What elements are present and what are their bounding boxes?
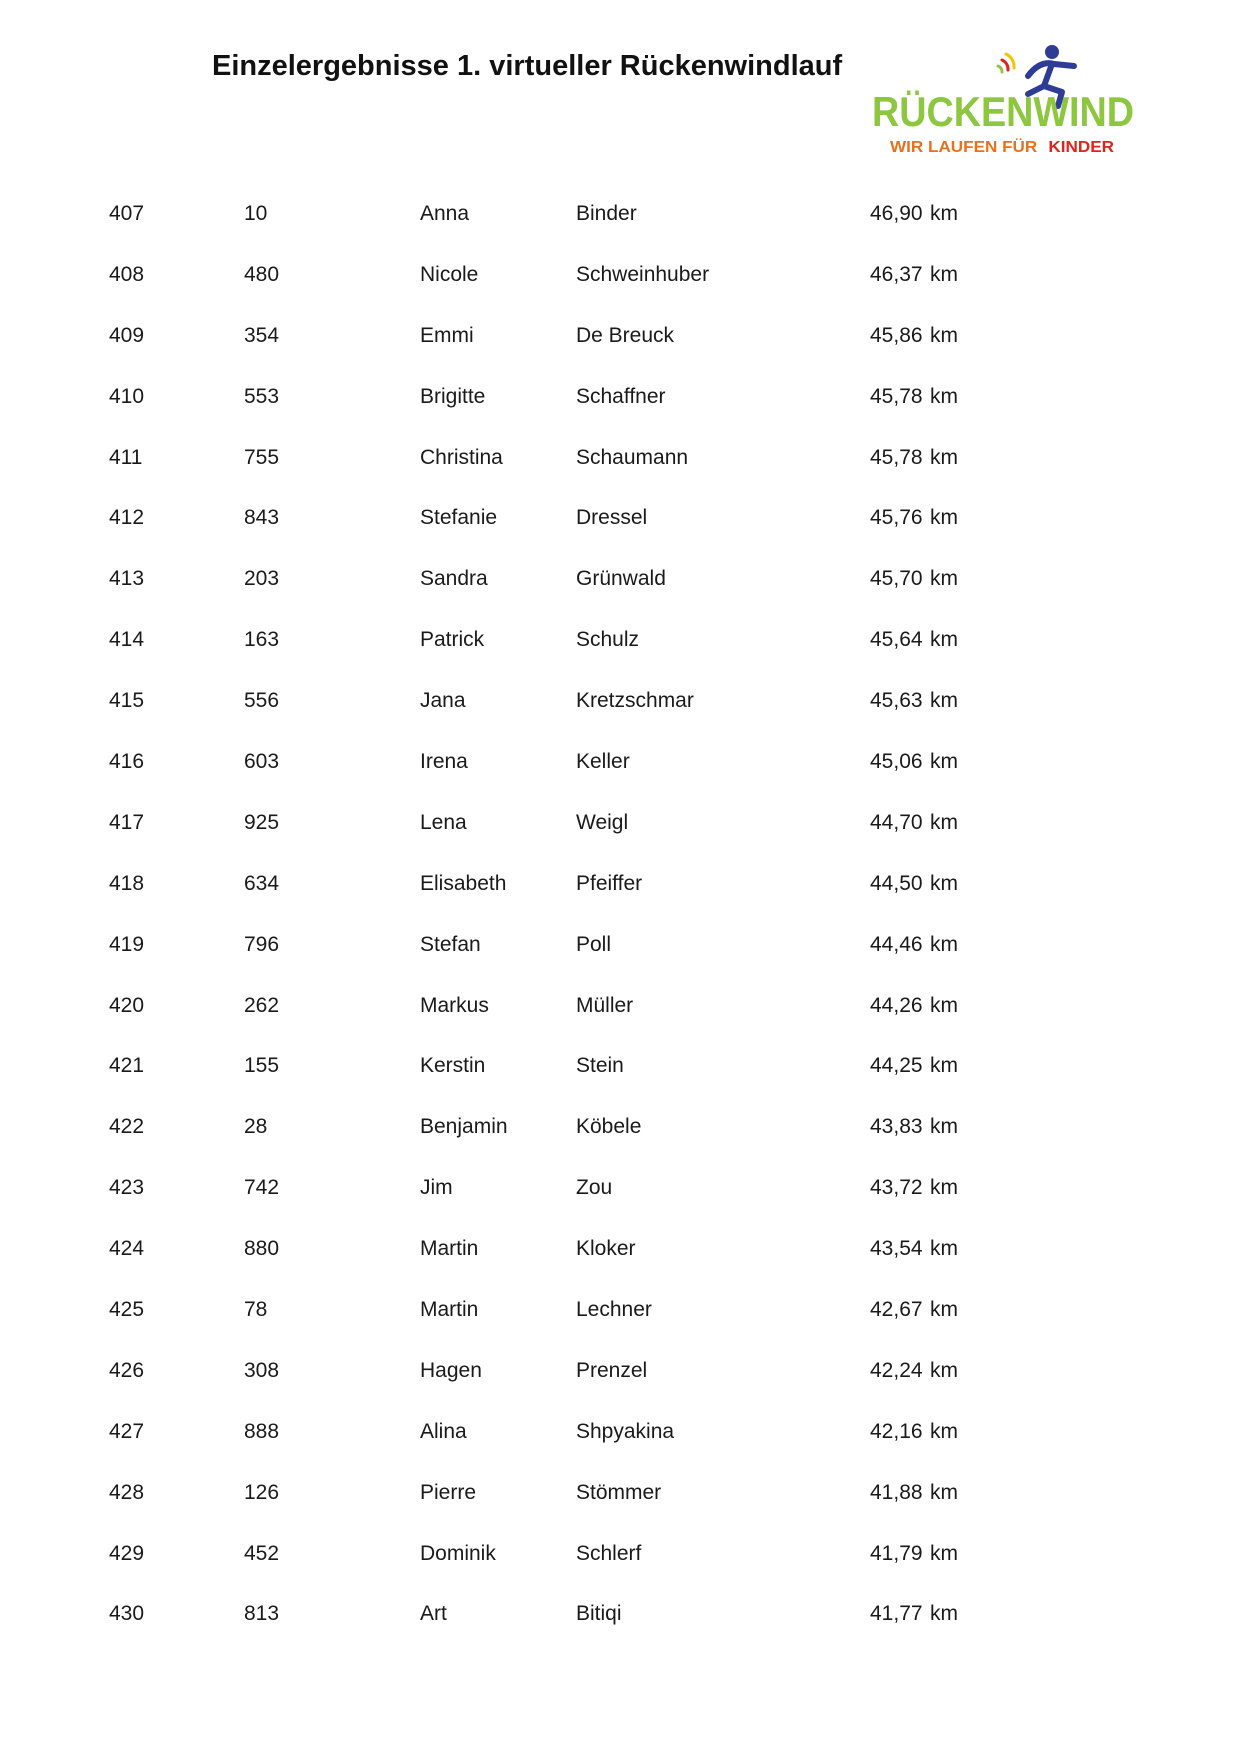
- result-start-number: 78: [244, 1298, 268, 1322]
- result-start-number: 203: [244, 567, 280, 591]
- result-distance: 44,50: [870, 871, 923, 895]
- logo-brand-text: RÜCKENWIND: [872, 88, 1134, 135]
- result-row: [0, 367, 1240, 428]
- result-first-name: Sandra: [420, 567, 488, 591]
- result-row: [0, 1402, 1240, 1463]
- result-distance: 42,24: [870, 1358, 923, 1382]
- result-row: [0, 732, 1240, 793]
- result-rank: 413: [109, 567, 145, 591]
- result-last-name: Schulz: [576, 628, 640, 652]
- result-first-name: Emmi: [420, 323, 474, 347]
- result-row: [0, 549, 1240, 610]
- result-rank: 414: [109, 628, 145, 652]
- result-row: [0, 976, 1240, 1037]
- result-start-number: 155: [244, 1054, 280, 1078]
- result-unit: km: [930, 1115, 958, 1139]
- result-unit: km: [930, 1298, 958, 1322]
- result-unit: km: [930, 445, 958, 469]
- result-distance: 41,88: [870, 1480, 923, 1504]
- result-first-name: Art: [420, 1602, 447, 1626]
- result-distance: 44,26: [870, 993, 923, 1017]
- result-first-name: Brigitte: [420, 384, 486, 408]
- result-first-name: Pierre: [420, 1480, 477, 1504]
- result-distance: 43,72: [870, 1176, 923, 1200]
- result-unit: km: [930, 323, 958, 347]
- result-start-number: 634: [244, 871, 280, 895]
- result-row: [0, 488, 1240, 549]
- result-start-number: 480: [244, 262, 280, 286]
- result-first-name: Patrick: [420, 628, 485, 652]
- result-start-number: 742: [244, 1176, 280, 1200]
- result-last-name: Stein: [576, 1054, 624, 1078]
- result-unit: km: [930, 1419, 958, 1443]
- result-last-name: Weigl: [576, 810, 629, 834]
- result-rank: 416: [109, 750, 145, 774]
- result-distance: 45,76: [870, 506, 923, 530]
- result-start-number: 308: [244, 1358, 280, 1382]
- result-row: [0, 1524, 1240, 1585]
- result-last-name: Bitiqi: [576, 1602, 622, 1626]
- result-start-number: 925: [244, 810, 280, 834]
- result-last-name: Stömmer: [576, 1480, 662, 1504]
- result-first-name: Alina: [420, 1419, 467, 1443]
- result-distance: 43,83: [870, 1115, 923, 1139]
- result-last-name: Shpyakina: [576, 1419, 675, 1443]
- result-rank: 409: [109, 323, 145, 347]
- result-distance: 44,46: [870, 932, 923, 956]
- result-rank: 411: [109, 445, 143, 469]
- result-unit: km: [930, 262, 958, 286]
- result-rank: 421: [109, 1054, 145, 1078]
- result-start-number: 553: [244, 384, 280, 408]
- result-distance: 41,79: [870, 1541, 923, 1565]
- result-start-number: 452: [244, 1541, 280, 1565]
- result-first-name: Stefan: [420, 932, 481, 956]
- result-rank: 410: [109, 384, 145, 408]
- result-unit: km: [930, 993, 958, 1017]
- rueckenwind-logo: [868, 40, 1148, 160]
- result-unit: km: [930, 750, 958, 774]
- result-last-name: Schaffner: [576, 384, 666, 408]
- result-last-name: Lechner: [576, 1298, 652, 1322]
- result-distance: 44,25: [870, 1054, 923, 1078]
- result-rank: 407: [109, 202, 145, 225]
- result-distance: 46,37: [870, 262, 923, 286]
- result-unit: km: [930, 628, 958, 652]
- result-rank: 426: [109, 1358, 145, 1382]
- result-rank: 427: [109, 1419, 145, 1443]
- result-last-name: Poll: [576, 932, 612, 956]
- result-last-name: Schlerf: [576, 1541, 642, 1565]
- result-row: [0, 793, 1240, 854]
- result-start-number: 603: [244, 750, 280, 774]
- result-first-name: Markus: [420, 993, 489, 1017]
- result-unit: km: [930, 1054, 958, 1078]
- result-first-name: Irena: [420, 750, 468, 774]
- result-distance: 42,67: [870, 1298, 923, 1322]
- result-first-name: Stefanie: [420, 506, 498, 530]
- result-unit: km: [930, 1237, 958, 1261]
- result-rank: 428: [109, 1480, 145, 1504]
- result-rank: 424: [109, 1237, 145, 1261]
- result-start-number: 354: [244, 323, 280, 347]
- result-first-name: Dominik: [420, 1541, 496, 1565]
- result-start-number: 813: [244, 1602, 280, 1626]
- result-rank: 423: [109, 1176, 145, 1200]
- result-row: [0, 1584, 1240, 1645]
- result-start-number: 10: [244, 202, 268, 225]
- result-start-number: 163: [244, 628, 280, 652]
- result-start-number: 28: [244, 1115, 268, 1139]
- result-unit: km: [930, 384, 958, 408]
- result-start-number: 888: [244, 1419, 280, 1443]
- result-first-name: Christina: [420, 445, 503, 469]
- result-rank: 412: [109, 506, 145, 530]
- logo-tagline-part2: KINDER: [1048, 139, 1110, 156]
- result-first-name: Benjamin: [420, 1115, 508, 1139]
- result-first-name: Anna: [420, 202, 470, 225]
- result-distance: 43,54: [870, 1237, 923, 1261]
- result-first-name: Nicole: [420, 262, 479, 286]
- result-rank: 420: [109, 993, 145, 1017]
- result-last-name: Schaumann: [576, 445, 689, 469]
- result-unit: km: [930, 202, 958, 225]
- result-row: [0, 915, 1240, 976]
- result-rank: 417: [109, 810, 145, 834]
- result-row: [0, 1341, 1240, 1402]
- result-last-name: Köbele: [576, 1115, 642, 1139]
- result-unit: km: [930, 1541, 958, 1565]
- result-unit: km: [930, 1176, 958, 1200]
- result-row: [0, 428, 1240, 489]
- result-first-name: Jana: [420, 689, 466, 713]
- result-rank: 425: [109, 1298, 145, 1322]
- result-row: [0, 1036, 1240, 1097]
- result-start-number: 796: [244, 932, 280, 956]
- result-unit: km: [930, 689, 958, 713]
- result-unit: km: [930, 506, 958, 530]
- result-last-name: Zou: [576, 1176, 613, 1200]
- result-row: [0, 610, 1240, 671]
- result-row: [0, 671, 1240, 732]
- result-distance: 45,63: [870, 689, 923, 713]
- result-distance: 44,70: [870, 810, 923, 834]
- result-start-number: 843: [244, 506, 280, 530]
- result-rank: 418: [109, 871, 145, 895]
- result-row: [0, 1463, 1240, 1524]
- result-start-number: 262: [244, 993, 280, 1017]
- result-row: [0, 1158, 1240, 1219]
- result-distance: 45,78: [870, 384, 923, 408]
- result-distance: 45,86: [870, 323, 923, 347]
- result-rank: 430: [109, 1602, 145, 1626]
- result-distance: 46,90: [870, 202, 923, 225]
- result-start-number: 556: [244, 689, 280, 713]
- result-rank: 429: [109, 1541, 145, 1565]
- result-distance: 45,06: [870, 750, 923, 774]
- result-row: [0, 854, 1240, 915]
- result-start-number: 755: [244, 445, 280, 469]
- result-unit: km: [930, 1602, 958, 1626]
- results-list: [0, 184, 1240, 1645]
- result-distance: 45,78: [870, 445, 923, 469]
- result-last-name: Keller: [576, 750, 630, 774]
- result-first-name: Martin: [420, 1298, 479, 1322]
- result-row: [0, 1280, 1240, 1341]
- result-unit: km: [930, 810, 958, 834]
- result-distance: 45,70: [870, 567, 923, 591]
- result-last-name: De Breuck: [576, 323, 675, 347]
- result-row: [0, 1219, 1240, 1280]
- result-last-name: Kretzschmar: [576, 689, 694, 713]
- result-distance: 45,64: [870, 628, 923, 652]
- result-rank: 415: [109, 689, 145, 713]
- result-first-name: Kerstin: [420, 1054, 486, 1078]
- result-first-name: Lena: [420, 810, 467, 834]
- result-unit: km: [930, 932, 958, 956]
- page-title: Einzelergebnisse 1. virtueller Rückenwindlauf: [212, 50, 843, 82]
- result-rank: 419: [109, 932, 145, 956]
- result-rank: 408: [109, 262, 145, 286]
- result-start-number: 880: [244, 1237, 280, 1261]
- result-row: [0, 1097, 1240, 1158]
- svg-text:WIR LAUFEN FÜR KINDER: [890, 137, 1114, 156]
- result-first-name: Hagen: [420, 1358, 482, 1382]
- result-last-name: Müller: [576, 993, 634, 1017]
- result-unit: km: [930, 1358, 958, 1382]
- result-unit: km: [930, 567, 958, 591]
- result-last-name: Kloker: [576, 1237, 636, 1261]
- result-first-name: Elisabeth: [420, 871, 507, 895]
- result-unit: km: [930, 1480, 958, 1504]
- result-row: [0, 184, 1240, 245]
- result-distance: 41,77: [870, 1602, 923, 1626]
- result-last-name: Prenzel: [576, 1358, 648, 1382]
- result-first-name: Martin: [420, 1237, 479, 1261]
- result-last-name: Schweinhuber: [576, 262, 710, 286]
- result-unit: km: [930, 871, 958, 895]
- result-row: [0, 245, 1240, 306]
- result-start-number: 126: [244, 1480, 280, 1504]
- result-last-name: Binder: [576, 202, 637, 225]
- result-last-name: Grünwald: [576, 567, 666, 591]
- logo-tagline-part1: WIR LAUFEN FÜR: [890, 139, 1028, 156]
- result-distance: 42,16: [870, 1419, 923, 1443]
- result-first-name: Jim: [420, 1176, 453, 1200]
- result-rank: 422: [109, 1115, 145, 1139]
- result-last-name: Dressel: [576, 506, 648, 530]
- result-last-name: Pfeiffer: [576, 871, 643, 895]
- result-row: [0, 306, 1240, 367]
